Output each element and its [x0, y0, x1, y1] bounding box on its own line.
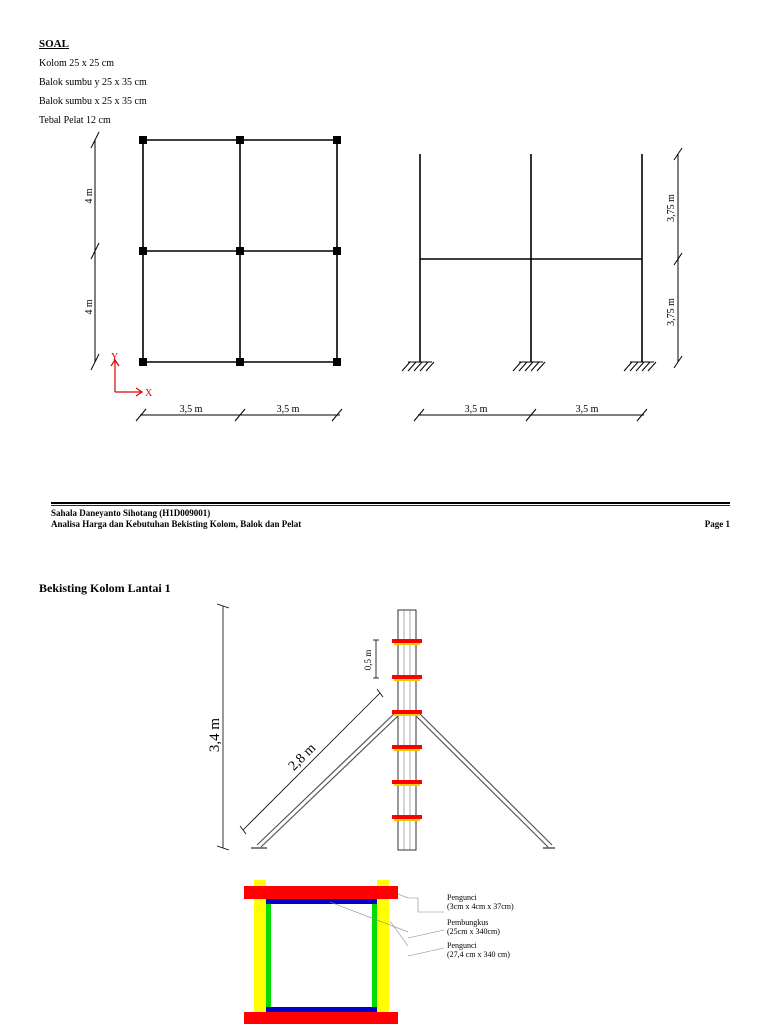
footer-author: Sahala Daneyanto Sihotang (H1D009001): [51, 508, 211, 518]
plan-dim-y-bottom: 4 m: [84, 299, 95, 315]
wrap-blue-bottom: [266, 1007, 377, 1012]
portal-dim-h-top: 3,75 m: [666, 194, 677, 222]
footer-rule-accent: [51, 505, 730, 506]
label-pembungkus: [447, 918, 500, 936]
soal-line-kolom: Kolom 25 x 25 cm: [39, 58, 114, 69]
label-pengunci-2-size: (27,4 cm x 340 cm): [447, 950, 510, 959]
section-title: Bekisting Kolom Lantai 1: [39, 581, 171, 595]
side-board-left: [254, 880, 266, 1024]
footer-page-number: Page 1: [704, 519, 730, 529]
axis-y-label: Y: [111, 352, 119, 363]
wrap-green-left: [266, 900, 271, 1012]
portal-dim-w-right: 3,5 m: [575, 404, 599, 415]
cross-section-diagram: [240, 876, 408, 1024]
portal-dim-h-bottom: 3,75 m: [666, 298, 677, 326]
label-pembungkus-size: (25cm x 340cm): [447, 927, 500, 936]
label-pengunci-2: [447, 941, 510, 959]
column-formwork-diagram: [195, 600, 555, 860]
clamp-spacing-label: 0,5 m: [363, 649, 373, 671]
side-board-right: [377, 880, 389, 1024]
axis-arrows: [111, 360, 142, 396]
label-pengunci-1-name: Pengunci: [447, 893, 477, 902]
clamp-bottom: [244, 1012, 398, 1024]
portal-frame-diagram: [390, 140, 700, 430]
plan-dim-x-left: 3,5 m: [179, 404, 203, 415]
floor-plan-diagram: [70, 130, 370, 430]
plan-dim-x-right: 3,5 m: [276, 404, 300, 415]
label-pengunci-1-size: (3cm x 4cm x 37cm): [447, 902, 514, 911]
label-pengunci-1: [447, 893, 514, 911]
clamp-top: [244, 886, 398, 899]
soal-line-balok-x: Balok sumbu x 25 x 35 cm: [39, 96, 147, 107]
soal-line-balok-y: Balok sumbu y 25 x 35 cm: [39, 77, 147, 88]
soal-line-pelat: Tebal Pelat 12 cm: [39, 115, 111, 126]
plan-dim-y-top: 4 m: [84, 188, 95, 204]
brace-length-label: 2,8 m: [285, 740, 320, 775]
label-pengunci-2-name: Pengunci: [447, 941, 477, 950]
portal-dim-w-left: 3,5 m: [464, 404, 488, 415]
leader-lines-right: [400, 890, 450, 970]
footer-rule: [51, 502, 730, 504]
label-pembungkus-name: Pembungkus: [447, 918, 489, 927]
wrap-blue-top: [266, 899, 377, 904]
footer-subtitle: Analisa Harga dan Kebutuhan Bekisting Kolom, Balok dan Pelat: [51, 519, 302, 529]
column-height-label: 3,4 m: [207, 717, 223, 753]
axis-x-label: X: [145, 388, 153, 399]
wrap-green-right: [372, 900, 377, 1012]
soal-title: SOAL: [39, 38, 69, 50]
fixed-supports: [402, 362, 656, 371]
